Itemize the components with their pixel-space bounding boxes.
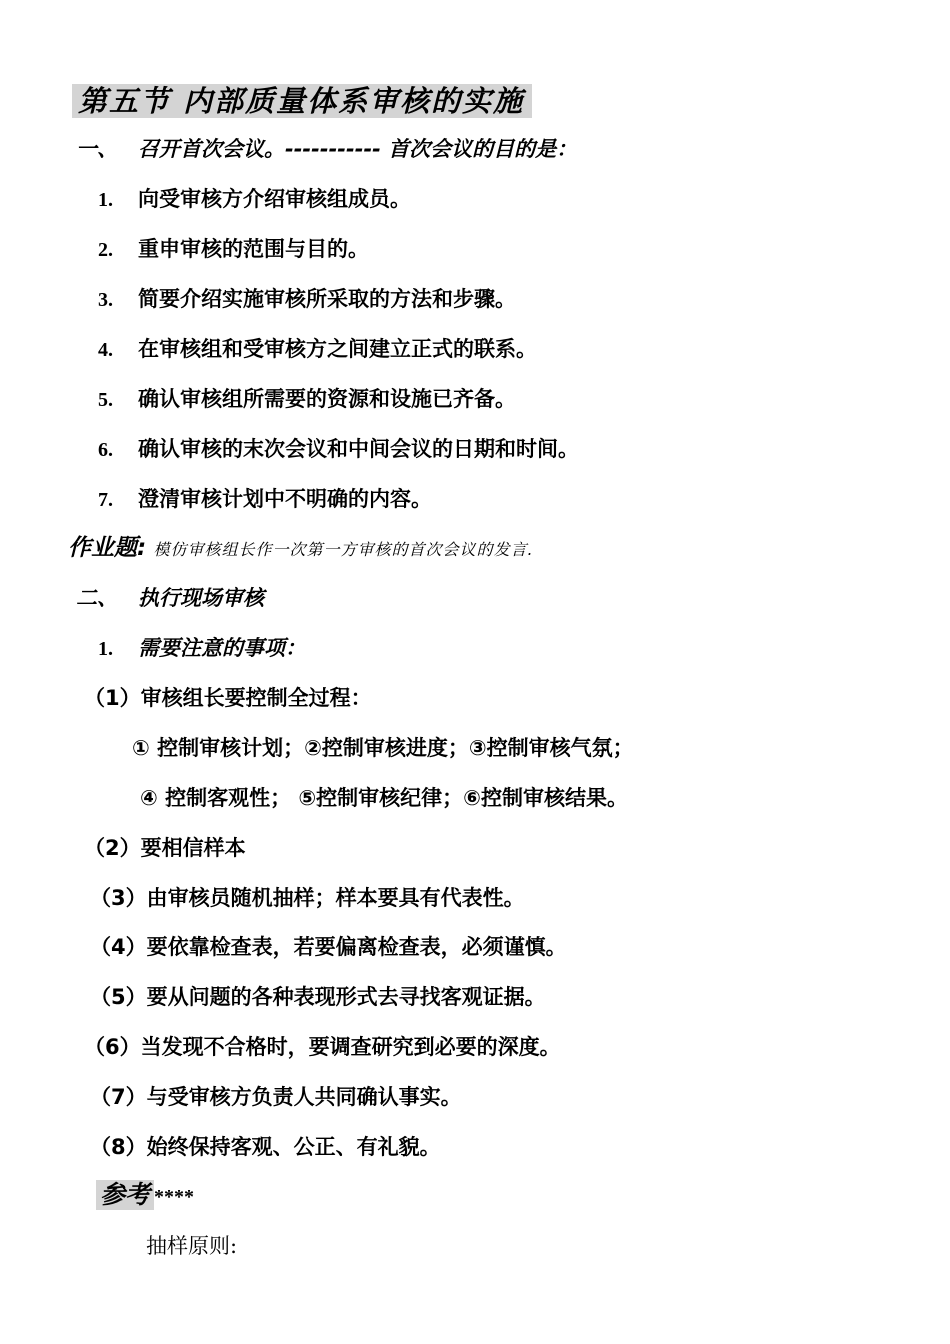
homework-text: 模仿审核组长作一次第一方审核的首次会议的发言. (153, 540, 534, 559)
list-item (98, 237, 369, 262)
section-1-heading (76, 137, 577, 162)
list-item-number: 3. (98, 289, 113, 311)
section-1-marker: 一、 (76, 137, 118, 161)
list-item (98, 387, 516, 412)
section-2-heading (76, 586, 264, 611)
point-1: （1）审核组长要控制全过程： (84, 686, 372, 710)
section-title: 第五节 内部质量体系审核的实施 (72, 84, 532, 118)
point-7: （7）与受审核方负责人共同确认事实。 (90, 1085, 462, 1109)
section-2-heading-text: 执行现场审核 (138, 586, 264, 610)
list-item-text: 简要介绍实施审核所采取的方法和步骤。 (138, 287, 516, 311)
reference-label: 参考 (96, 1180, 154, 1210)
homework-line (68, 535, 534, 563)
list-item-text: 澄清审核计划中不明确的内容。 (138, 487, 432, 511)
point-3: （3）由审核员随机抽样；样本要具有代表性。 (90, 886, 525, 910)
list-item-number: 6. (98, 439, 113, 461)
list-item (98, 187, 411, 212)
point-6: （6）当发现不合格时，要调查研究到必要的深度。 (84, 1035, 561, 1059)
point-1-line-2: ④ 控制客观性； ⑤控制审核纪律；⑥控制审核结果。 (140, 786, 628, 810)
list-item-text: 确认审核的末次会议和中间会议的日期和时间。 (138, 437, 579, 461)
point-1-line-1: ① 控制审核计划；②控制审核进度；③控制审核气氛； (132, 736, 634, 760)
section-1-heading-text: 召开首次会议。----------- 首次会议的目的是： (138, 137, 578, 161)
homework-label: 作业题: (68, 535, 147, 561)
list-item (98, 287, 516, 312)
sampling-principles: 抽样原则: (146, 1234, 238, 1258)
subsection-heading-text: 需要注意的事项： (138, 636, 306, 660)
subsection-number: 1. (98, 638, 113, 660)
list-item (98, 437, 579, 462)
list-item-number: 7. (98, 489, 113, 511)
point-2: （2）要相信样本 (84, 836, 246, 860)
reference-heading (96, 1180, 194, 1210)
list-item-text: 重申审核的范围与目的。 (138, 237, 369, 261)
reference-stars: **** (154, 1186, 195, 1208)
list-item (98, 487, 432, 512)
list-item-number: 2. (98, 239, 113, 261)
list-item-number: 5. (98, 389, 113, 411)
point-8: （8）始终保持客观、公正、有礼貌。 (90, 1135, 441, 1159)
list-item-number: 4. (98, 339, 113, 361)
list-item-text: 向受审核方介绍审核组成员。 (138, 187, 411, 211)
point-5: （5）要从问题的各种表现形式去寻找客观证据。 (90, 985, 546, 1009)
point-4: （4）要依靠检查表，若要偏离检查表，必须谨慎。 (90, 935, 567, 959)
list-item (98, 337, 537, 362)
list-item-number: 1. (98, 189, 113, 211)
subsection-heading (98, 636, 306, 661)
list-item-text: 确认审核组所需要的资源和设施已齐备。 (138, 387, 516, 411)
list-item-text: 在审核组和受审核方之间建立正式的联系。 (138, 337, 537, 361)
section-2-marker: 二、 (76, 586, 118, 610)
